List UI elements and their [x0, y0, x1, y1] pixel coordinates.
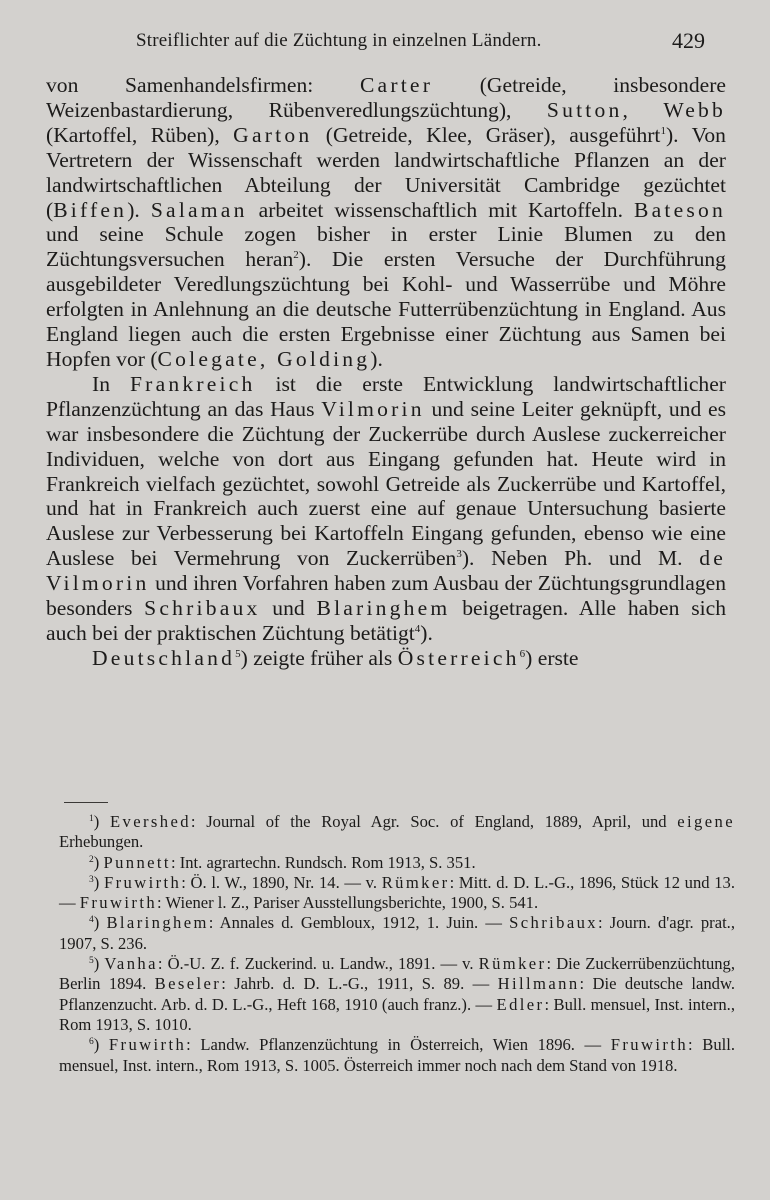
spaced-name: Schribaux	[144, 596, 261, 621]
spaced-name: Evershed	[109, 812, 191, 831]
spaced-name: Schribaux	[509, 913, 599, 933]
footnote-ref: 6	[519, 647, 526, 660]
spaced-name: Blaringhem	[316, 596, 451, 621]
spaced-name: Garton	[233, 122, 313, 147]
spaced-name: Bateson	[634, 197, 726, 222]
footnote-4: $^4$) Blaringhem: Annales d. Gembloux, 1912, 1. Juin. — Schribaux: Journ. d'agr. prat., 1907, S. 236.	[59, 913, 735, 953]
footnote-ref: 1	[660, 124, 666, 137]
spaced-name: Österreich	[397, 645, 520, 670]
footnote-ref: 3	[456, 548, 462, 561]
page-header	[0, 30, 770, 58]
page-number: 429	[672, 28, 705, 53]
footnote-number: 2	[89, 854, 94, 865]
spaced-name: Biffen	[53, 197, 128, 222]
footnote-number: 1	[89, 814, 94, 824]
footnote-6: $^6$) Fruwirth: Landw. Pflanzenzüchtung in Österreich, Wien 1896. — Fruwirth: Bull. mensuel, Inst. intern., Rom 1913, S. 1005. Österreich immer noch nach dem Stand von 1918.	[59, 1035, 735, 1075]
spaced-name: Vanha	[104, 954, 158, 974]
footnote-3: $^3$) Fruwirth: Ö. l. W., 1890, Nr. 14. — v. Rümker: Mitt. d. D. L.-G., 1896, Stück 12 und 13. — Fruwirth: Wiener l. Z., Pariser Ausstellungsberichte, 1900, S. 541.	[59, 872, 735, 913]
footnote-ref: 4	[414, 622, 421, 635]
spaced-name: eigene	[677, 812, 735, 831]
footnote-number: 3	[89, 874, 94, 885]
spaced-name: Sutton	[546, 97, 623, 122]
spaced-name: Blaringhem	[106, 913, 209, 933]
footnotes	[59, 812, 735, 1076]
footnote-5: $^5$) Vanha: Ö.-U. Z. f. Zuckerind. u. Landw., 1891. — v. Rümker: Die Zuckerrübenzüchtung, Berlin 1894. Beseler: Jahrb. d. D. L.-G., 1911, S. 89. — Hillmann: Die deutsche landw. Pflanzenzucht. Arb. d. D. L.-G., Heft 168, 1910 (auch franz.). — Edler: Bull. mensuel, Inst. intern., Rom 1913, S. 1010.	[59, 954, 735, 1034]
spaced-name: Beseler	[154, 974, 222, 994]
paragraph-deutschland: Deutschland$^5$) zeigte früher als Österreich$^6$) erste	[92, 645, 579, 670]
spaced-name: Fruwirth	[103, 872, 182, 892]
spaced-name: Colegate, Golding	[157, 346, 371, 371]
footnote-ref: 5	[235, 647, 241, 660]
main-text	[46, 73, 726, 671]
spaced-name: Salaman	[150, 197, 248, 222]
footnote-number: 5	[89, 956, 94, 967]
footnote-2: $^2$) Punnett: Int. agrartechn. Rundsch. Rom 1913, S. 351.	[89, 852, 476, 872]
paragraph-england: von Samenhandelsfirmen: Carter (Getreide, insbesondere Weizenbastardierung, Rübenveredlungszüchtung), Sutton, Webb (Kartoffel, Rüben), Garton (Getreide, Klee, Gräser), ausgeführt$^1$). Von Vertretern der Wissenschaft werden landwirtschaftliche Pflanzen an der landwirtschaftlichen Abteilung der Universität Cambridge gezüchtet (Biffen). Salaman arbeitet wissenschaftlich mit Kartoffeln. Bateson und seine Schule zogen bisher in erster Linie Blumen zu den Züchtungsversuchen heran$^2$). Die ersten Versuche der Durchführung ausgebildeter Veredlungszüchtung bei Kohl- und Wasserrübe und Möhre erfolgten in Anlehnung an die deutsche Futterrübenzüchtung in England. Aus England liegen auch die ersten Ergebnisse einer Züchtung aus Samen bei Hopfen vor (Colegate, Golding).	[46, 73, 726, 371]
spaced-name: Hillmann	[497, 974, 580, 994]
spaced-name: Frankreich	[129, 371, 256, 396]
spaced-name: Fruwirth	[610, 1035, 689, 1055]
spaced-name: Vilmorin	[321, 396, 425, 421]
running-title: Streiflichter auf die Züchtung in einzelnen Ländern.	[136, 30, 542, 51]
paragraph-frankreich: In Frankreich ist die erste Entwicklung landwirtschaftlicher Pflanzenzüchtung an das Haus Vilmorin und seine Leiter geknüpft, und es war insbesondere die Züchtung der Zuckerrübe durch Auslese zuckerreicher Individuen, welche von dort aus Eingang gefunden hat. Heute wird in Frankreich vielfach gezüchtet, sowohl Getreide als Zuckerrübe und Kartoffel, und hat in Frankreich auch zuerst eine auf genaue Untersuchung basierte Auslese zur Verbesserung bei Kartoffeln Eingang gefunden, ebenso wie eine Auslese bei Vermehrung von Zuckerrüben$^3$). Neben Ph. und M. de Vilmorin und ihren Vorfahren haben zum Ausbau der Züchtungsgrundlagen besonders Schribaux und Blaringhem beigetragen. Alle haben sich auch bei der praktischen Züchtung betätigt$^4$).	[46, 371, 726, 645]
spaced-name: Rümker	[478, 954, 547, 974]
spaced-name: Fruwirth	[108, 1035, 187, 1055]
footnote-number: 6	[89, 1037, 94, 1048]
spaced-name: Edler	[496, 994, 545, 1014]
spaced-name: de Vilmorin	[46, 546, 726, 596]
footnote-ref: 2	[293, 249, 299, 262]
spaced-name: Webb	[663, 97, 726, 122]
spaced-name: Fruwirth	[79, 893, 158, 913]
spaced-name: Deutschland	[92, 645, 236, 670]
footnote-divider	[64, 802, 108, 803]
footnote-number: 4	[89, 915, 94, 926]
spaced-name: Rümker	[381, 872, 450, 892]
footnote-1: $^1$) Evershed: Journal of the Royal Agr. Soc. of England, 1889, April, und eigene Erhebungen.	[59, 812, 735, 852]
spaced-name: Carter	[359, 73, 434, 97]
spaced-name: Punnett	[103, 852, 171, 872]
